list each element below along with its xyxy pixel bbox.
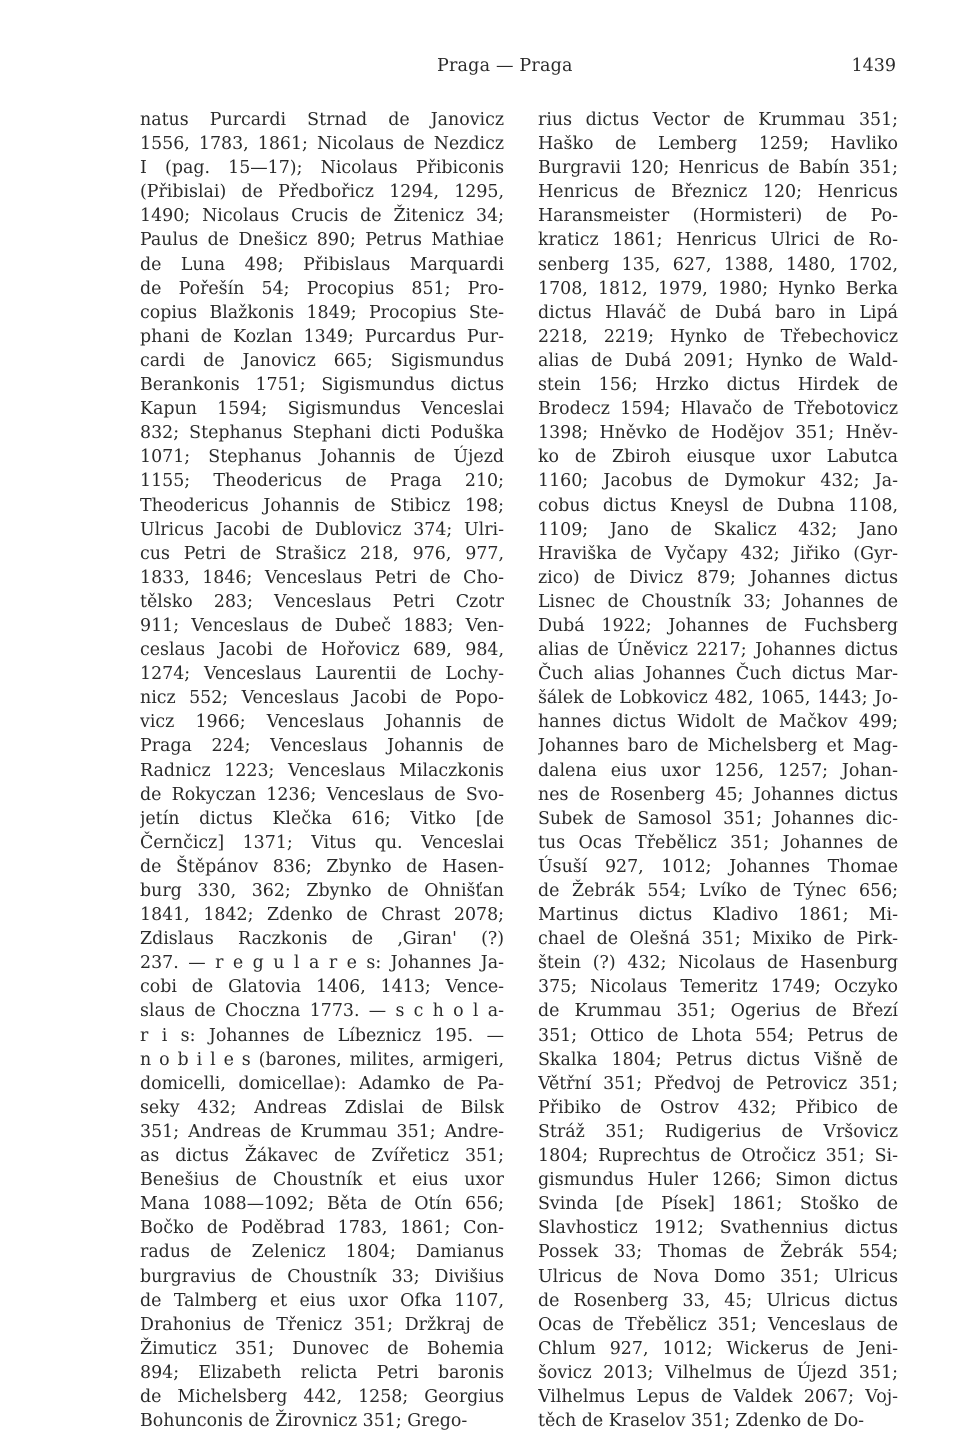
right-column-line: Přibiko de Ostrov 432; Přibico de [538, 1097, 898, 1118]
left-column-line: de Michelsberg 442, 1258; Georgius [140, 1386, 504, 1407]
right-column-line: de Krummau 351; Ogerius de Březí [538, 1001, 898, 1022]
left-column-line: cobi de Glatovia 1406, 1413; Vence- [140, 977, 504, 998]
right-column-line: Ulricus de Nova Domo 351; Ulricus [538, 1266, 898, 1287]
left-column-line: 351; Andreas de Krummau 351; Andre- [140, 1121, 504, 1142]
left-column-line: Berankonis 1751; Sigismundus dictus [140, 375, 504, 396]
left-column-line: cus Petri de Strašicz 218, 976, 977, [140, 543, 504, 564]
right-column-line: cobus dictus Kneysl de Dubna 1108, [538, 495, 898, 516]
right-column-line: těch de Kraselov 351; Zdenko de Do- [538, 1411, 865, 1432]
left-column-line: 1556, 1783, 1861; Nicolaus de Nezdicz [140, 134, 504, 155]
left-column-line: as dictus Žákavec de Zvířeticz 351; [140, 1146, 504, 1167]
right-column-line: kraticz 1861; Henricus Ulrici de Ro- [538, 230, 898, 251]
left-column-line: de Pořešín 54; Procopius 851; Pro- [140, 278, 504, 299]
left-column-line: Drahonius de Třenicz 351; Držkraj de [140, 1314, 504, 1335]
left-column-line: n o b i l e s (barones, milites, armigeri, [140, 1049, 504, 1070]
page-number: 1439 [851, 56, 896, 76]
right-column-line: zico) de Divicz 879; Johannes dictus [538, 567, 898, 588]
right-column-line: alias de Dubá 2091; Hynko de Wald- [538, 350, 898, 371]
right-column-line: Hraviška de Vyčapy 432; Jiřiko (Gyr- [538, 543, 898, 564]
page-header [0, 56, 960, 82]
right-column-line: chael de Olešná 351; Mixiko de Pirk- [538, 929, 898, 950]
right-column-line: 1160; Jacobus de Dymokur 432; Ja- [538, 471, 898, 492]
right-column-line: de Žebrák 554; Lvíko de Týnec 656; [538, 881, 898, 901]
left-column-line: 1274; Venceslaus Laurentii de Lochy- [140, 664, 504, 685]
left-column-line: 1155; Theodericus de Praga 210; [140, 471, 504, 492]
right-column-line: 1708, 1812, 1979, 1980; Hynko Berka [538, 278, 898, 299]
left-column-line: burgravius de Choustník 33; Divišius [140, 1266, 504, 1287]
right-column-line: šálek de Lobkovicz 482, 1065, 1443; Jo- [538, 688, 898, 709]
left-column-line: 894; Elizabeth relicta Petri baronis [140, 1362, 504, 1383]
left-column-line: (Přibislai) de Předbořicz 1294, 1295, [140, 182, 504, 203]
left-column-line: nicz 552; Venceslaus Jacobi de Popo- [140, 688, 504, 709]
right-column-line: Martinus dictus Kladivo 1861; Mi- [538, 905, 898, 926]
left-column-line: Theodericus Johannis de Stibicz 198; [140, 495, 504, 516]
right-column-line: de Rosenberg 33, 45; Ulricus dictus [538, 1290, 898, 1311]
right-column-line: Chlum 927, 1012; Wickerus de Jeni- [538, 1338, 898, 1359]
right-column-line: Ocas de Třebělicz 351; Venceslaus de [538, 1314, 898, 1335]
left-column-line: 832; Stephanus Stephani dicti Poduška [140, 423, 504, 444]
left-column-line: Radnicz 1223; Venceslaus Milaczkonis [140, 760, 504, 781]
right-column-line: rius dictus Vector de Krummau 351; [538, 110, 898, 130]
left-column-line: Benešius de Choustník et eius uxor [140, 1170, 504, 1191]
right-column-line: tus Ocas Třebělicz 351; Johannes de [538, 832, 898, 853]
right-column-line: štein (?) 432; Nicolaus de Hasenburg [538, 953, 898, 974]
left-column-line: 1833, 1846; Venceslaus Petri de Cho- [140, 567, 504, 588]
left-column-line: 911; Venceslaus de Dubeč 1883; Ven- [140, 615, 504, 636]
left-column-line: Žimuticz 351; Dunovec de Bohemia [140, 1338, 504, 1359]
left-column-line: vicz 1966; Venceslaus Johannis de [140, 712, 504, 733]
left-column-line: Paulus de Dnešicz 890; Petrus Mathiae [140, 230, 504, 251]
left-column-line: r i s: Johannes de Líbeznicz 195. — [140, 1025, 504, 1046]
left-column-line: domicelli, domicellae): Adamko de Pa- [140, 1073, 504, 1094]
left-column-line: de Luna 498; Přibislaus Marquardi [140, 254, 504, 275]
left-column-line: Praga 224; Venceslaus Johannis de [140, 736, 504, 757]
left-column-line: 1490; Nicolaus Crucis de Žitenicz 34; [140, 206, 504, 227]
right-column-line: 1398; Hněvko de Hodějov 351; Hněv- [538, 423, 898, 444]
right-column-line: Stráž 351; Rudigerius de Vršovicz [538, 1121, 898, 1142]
right-column-line: nes de Rosenberg 45; Johannes dictus [538, 784, 898, 805]
right-column-line: šovicz 2013; Vilhelmus de Újezd 351; [538, 1362, 898, 1383]
right-column-line: 375; Nicolaus Temeritz 1749; Oczyko [538, 977, 898, 998]
right-column-line: hannes dictus Widolt de Mačkov 499; [538, 712, 898, 733]
right-column-line: Větřní 351; Předvoj de Petrovicz 351; [538, 1073, 898, 1094]
right-column-line: Haško de Lemberg 1259; Havliko [538, 134, 898, 155]
left-column-line: Bočko de Poděbrad 1783, 1861; Con- [140, 1218, 504, 1239]
left-column-line: seky 432; Andreas Zdislai de Bilsk [140, 1097, 504, 1118]
left-column-line: ceslaus Jacobi de Hořovicz 689, 984, [140, 640, 504, 661]
right-column-line: 1804; Ruprechtus de Otročicz 351; Si- [538, 1146, 898, 1167]
left-column-line: 237. — r e g u l a r e s: Johannes Ja- [140, 953, 504, 974]
right-column-line: ko de Zbiroh eiusque uxor Labutca [538, 447, 898, 468]
right-column-line: 351; Ottico de Lhota 554; Petrus de [538, 1025, 898, 1046]
right-column-line: 1109; Jano de Skalicz 432; Jano [538, 519, 898, 540]
left-column-line: Mana 1088—1092; Běta de Otín 656; [140, 1194, 504, 1215]
left-column-line: Zdislaus Raczkonis de ‚Giran' (?) [140, 929, 504, 950]
left-column [140, 108, 504, 1433]
left-column-line: de Štěpánov 836; Zbynko de Hasen- [140, 856, 504, 877]
left-column-line: phani de Kozlan 1349; Purcardus Pur- [140, 326, 504, 347]
left-column-line: radus de Zelenicz 1804; Damianus [140, 1242, 504, 1263]
right-column-line: Svinda [de Písek] 1861; Stoško de [538, 1194, 898, 1215]
right-column-line: Brodecz 1594; Hlavačo de Třebotovicz [538, 399, 898, 420]
right-column [538, 108, 898, 1433]
right-column-line: Úsuší 927, 1012; Johannes Thomae [538, 856, 898, 877]
left-column-line: Černčicz] 1371; Vitus qu. Venceslai [140, 832, 504, 853]
right-column-line: stein 156; Hrzko dictus Hirdek de [538, 375, 898, 396]
left-column-line: jetín dictus Klečka 616; Vitko [de [140, 808, 504, 829]
right-column-line: Haransmeister (Hormisteri) de Po- [538, 206, 898, 227]
right-column-line: gismundus Huler 1266; Simon dictus [538, 1170, 898, 1191]
right-column-line: dalena eius uxor 1256, 1257; Johan- [538, 760, 898, 781]
running-head: Praga — Praga [437, 56, 573, 76]
left-column-line: Kapun 1594; Sigismundus Venceslai [140, 399, 504, 420]
left-column-line: natus Purcardi Strnad de Janovicz [140, 110, 504, 130]
right-column-line: 2218, 2219; Hynko de Třebechovicz [538, 326, 898, 347]
left-column-line: burg 330, 362; Zbynko de Ohnišťan [140, 881, 504, 901]
right-column-line: Johannes baro de Michelsberg et Mag- [538, 736, 898, 757]
right-column-line: Burgravii 120; Henricus de Babín 351; [538, 158, 898, 179]
right-column-line: Dubá 1922; Johannes de Fuchsberg [538, 615, 898, 636]
right-column-line: alias de Úněvicz 2217; Johannes dictus [538, 640, 898, 661]
left-column-line: I (pag. 15—17); Nicolaus Přibiconis [140, 158, 504, 179]
left-column-line: 1841, 1842; Zdenko de Chrast 2078; [140, 905, 504, 926]
left-column-line: copius Blažkonis 1849; Procopius Ste- [140, 302, 504, 323]
left-column-line: de Talmberg et eius uxor Ofka 1107, [140, 1290, 504, 1311]
right-column-line: senberg 135, 627, 1388, 1480, 1702, [538, 254, 898, 275]
left-column-line: tělsko 283; Venceslaus Petri Czotr [140, 591, 504, 612]
left-column-line: 1071; Stephanus Johannis de Újezd [140, 447, 504, 468]
left-column-line: Ulricus Jacobi de Dublovicz 374; Ulri- [140, 519, 504, 540]
right-column-line: Lisnec de Choustník 33; Johannes de [538, 591, 898, 612]
right-column-line: Slavhosticz 1912; Svathennius dictus [538, 1218, 898, 1239]
left-column-line: Bohunconis de Žirovnicz 351; Grego- [140, 1411, 468, 1432]
left-column-line: de Rokyczan 1236; Venceslaus de Svo- [140, 784, 504, 805]
left-column-line: slaus de Choczna 1773. — s c h o l a- [140, 1001, 504, 1022]
right-column-line: Čuch alias Johannes Čuch dictus Mar- [538, 664, 898, 685]
right-column-line: dictus Hlaváč de Dubá baro in Lipá [538, 302, 898, 323]
right-column-line: Possek 33; Thomas de Žebrák 554; [538, 1242, 898, 1263]
right-column-line: Skalka 1804; Petrus dictus Višně de [538, 1049, 898, 1070]
right-column-line: Subek de Samosol 351; Johannes dic- [538, 808, 898, 829]
right-column-line: Henricus de Březnicz 120; Henricus [538, 182, 898, 203]
left-column-line: cardi de Janovicz 665; Sigismundus [140, 350, 504, 371]
right-column-line: Vilhelmus Lepus de Valdek 2067; Voj- [538, 1386, 898, 1407]
